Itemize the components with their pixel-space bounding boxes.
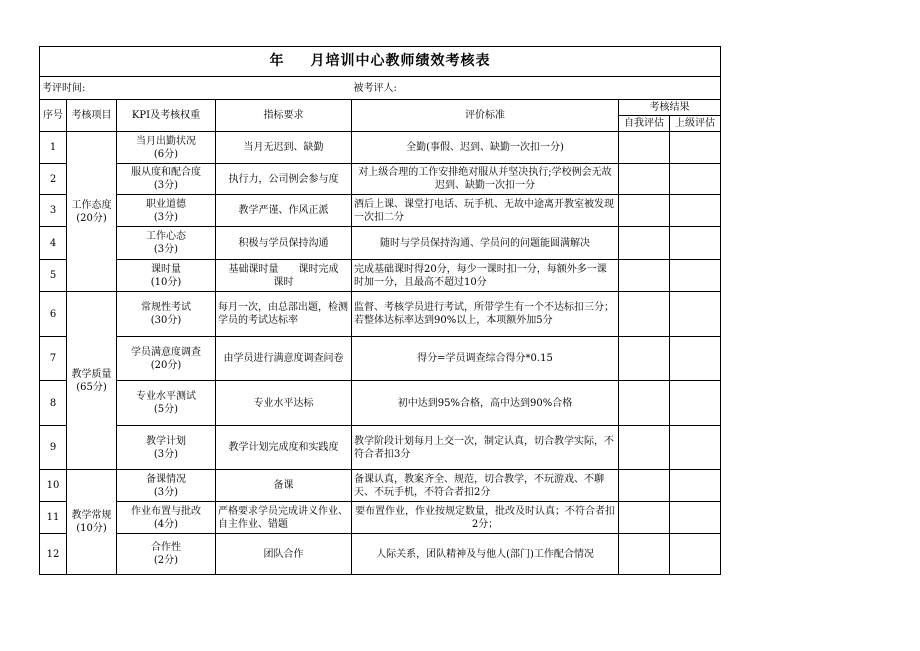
kpi-weight: (3分) (153, 486, 179, 498)
req-cell: 团队合作 (216, 534, 352, 575)
group-name: 工作态度 (71, 199, 112, 211)
kpi-cell (117, 260, 216, 292)
kpi-name: 课时量 (151, 263, 181, 275)
table-row (40, 227, 721, 260)
req-cell: 专业水平达标 (216, 381, 352, 426)
criteria-cell: 备课认真，教案齐全、规范，切合教学，不玩游戏、不聊天、不玩手机，不符合者扣2分 (352, 470, 619, 502)
superior-score-cell[interactable] (670, 195, 721, 227)
table-row (40, 195, 721, 227)
criteria-cell: 得分=学员调查综合得分*0.15 (352, 337, 619, 381)
kpi-name: 作业布置与批改 (131, 505, 201, 517)
row-no: 9 (40, 426, 67, 470)
table-row (40, 132, 721, 164)
kpi-name: 合作性 (151, 542, 181, 553)
kpi-cell (117, 195, 216, 227)
kpi-cell (117, 426, 216, 470)
superior-score-cell[interactable] (670, 470, 721, 502)
title-year: 年 (269, 53, 285, 69)
header-item: 考核项目 (67, 100, 117, 132)
group-weight: (65分) (76, 381, 107, 393)
kpi-weight: (5分) (153, 404, 179, 415)
kpi-weight: (4分) (153, 518, 179, 530)
row-no: 11 (40, 502, 67, 534)
header-criteria: 评价标准 (352, 100, 619, 132)
req-cell: 积极与学员保持沟通 (216, 227, 352, 260)
table-row (40, 292, 721, 337)
self-score-cell[interactable] (619, 534, 670, 575)
title-text: 月培训中心教师绩效考核表 (310, 53, 491, 69)
kpi-name: 职业道德 (146, 198, 186, 210)
row-no: 12 (40, 534, 67, 575)
group-weight: (20分) (76, 212, 107, 224)
kpi-cell (117, 470, 216, 502)
kpi-name: 服从度和配合度 (131, 167, 201, 178)
kpi-cell (117, 227, 216, 260)
row-no: 6 (40, 292, 67, 337)
kpi-cell (117, 292, 216, 337)
superior-score-cell[interactable] (670, 502, 721, 534)
self-score-cell[interactable] (619, 227, 670, 260)
row-no: 7 (40, 337, 67, 381)
self-score-cell[interactable] (619, 132, 670, 164)
superior-score-cell[interactable] (670, 292, 721, 337)
row-no: 10 (40, 470, 67, 502)
header-self: 自我评估 (619, 116, 670, 132)
req-cell: 由学员进行满意度调查问卷 (216, 337, 352, 381)
header-superior: 上级评估 (670, 116, 721, 132)
self-score-cell[interactable] (619, 260, 670, 292)
kpi-weight: (2分) (153, 555, 179, 566)
criteria-cell: 初中达到95%合格，高中达到90%合格 (352, 381, 619, 426)
criteria-cell: 监督、考核学员进行考试，所带学生有一个不达标扣三分；若整体达标率达到90%以上，本项额外加5分 (352, 292, 619, 337)
page-title (40, 47, 721, 77)
kpi-cell (117, 337, 216, 381)
self-score-cell[interactable] (619, 195, 670, 227)
kpi-cell (117, 381, 216, 426)
superior-score-cell[interactable] (670, 260, 721, 292)
kpi-name: 当月出勤状况 (136, 135, 196, 147)
criteria-cell: 酒后上课、课堂打电话、玩手机、无故中途离开教室被发现一次扣二分 (352, 195, 619, 227)
self-score-cell[interactable] (619, 470, 670, 502)
criteria-cell: 对上级合理的工作安排绝对服从并坚决执行;学校例会无故迟到、缺勤一次扣一分 (352, 164, 619, 195)
req-cell: 备课 (216, 470, 352, 502)
superior-score-cell[interactable] (670, 227, 721, 260)
req-cell: 每月一次，由总部出题，检测学员的考试达标率 (216, 292, 352, 337)
kpi-weight: (3分) (153, 180, 179, 191)
superior-score-cell[interactable] (670, 534, 721, 575)
criteria-cell: 教学阶段计划每月上交一次，制定认真，切合教学实际，不符合者扣3分 (352, 426, 619, 470)
group-name: 教学常规 (71, 510, 112, 521)
req-cell: 执行力，公司例会参与度 (216, 164, 352, 195)
kpi-weight: (10分) (150, 276, 182, 288)
row-no: 3 (40, 195, 67, 227)
kpi-sheet (39, 46, 720, 575)
assessment-table (39, 46, 721, 575)
evaluatee-label: 被考评人: (352, 77, 721, 100)
kpi-cell (117, 132, 216, 164)
header-result: 考核结果 (619, 100, 721, 116)
kpi-weight: (3分) (153, 211, 179, 223)
row-no: 4 (40, 227, 67, 260)
superior-score-cell[interactable] (670, 426, 721, 470)
criteria-cell: 人际关系，团队精神及与他人(部门)工作配合情况 (352, 534, 619, 575)
criteria-cell: 要布置作业，作业按规定数量，批改及时认真；不符合者扣2分； (352, 502, 619, 534)
criteria-cell: 全勤(事假、迟到、缺勤一次扣一分) (352, 132, 619, 164)
self-score-cell[interactable] (619, 381, 670, 426)
req-cell: 严格要求学员完成讲义作业、自主作业、错题 (216, 502, 352, 534)
superior-score-cell[interactable] (670, 164, 721, 195)
kpi-name: 备课情况 (146, 473, 186, 485)
kpi-cell (117, 502, 216, 534)
kpi-weight: (3分) (153, 244, 179, 255)
group-attitude (67, 132, 117, 292)
self-score-cell[interactable] (619, 337, 670, 381)
eval-time-label: 考评时间: (40, 77, 352, 100)
criteria-cell: 随时与学员保持沟通、学员问的问题能圆满解决 (352, 227, 619, 260)
header-seq: 序号 (40, 100, 67, 132)
kpi-weight: (30分) (150, 315, 182, 326)
table-row (40, 164, 721, 195)
self-score-cell[interactable] (619, 426, 670, 470)
kpi-cell (117, 534, 216, 575)
req-cell: 基础课时量 课时完成 课时 (216, 260, 352, 292)
table-row (40, 337, 721, 381)
row-no: 5 (40, 260, 67, 292)
table-row (40, 534, 721, 575)
header-kpi: KPI及考核权重 (117, 100, 216, 132)
group-routine (67, 470, 117, 575)
table-row (40, 470, 721, 502)
kpi-weight: (3分) (153, 448, 179, 460)
table-row (40, 381, 721, 426)
req-cell: 当月无迟到、缺勤 (216, 132, 352, 164)
group-name: 教学质量 (71, 368, 112, 380)
kpi-name: 学员满意度调查 (131, 346, 201, 358)
self-score-cell[interactable] (619, 502, 670, 534)
superior-score-cell[interactable] (670, 381, 721, 426)
criteria-cell: 完成基础课时得20分，每少一课时扣一分，每额外多一课时加一分，且最高不超过10分 (352, 260, 619, 292)
superior-score-cell[interactable] (670, 132, 721, 164)
superior-score-cell[interactable] (670, 337, 721, 381)
table-row (40, 260, 721, 292)
row-no: 8 (40, 381, 67, 426)
kpi-name: 常规性考试 (141, 302, 191, 313)
req-cell: 教学计划完成度和实践度 (216, 426, 352, 470)
row-no: 2 (40, 164, 67, 195)
kpi-name: 工作心态 (146, 231, 186, 242)
group-quality (67, 292, 117, 470)
table-row (40, 426, 721, 470)
self-score-cell[interactable] (619, 292, 670, 337)
self-score-cell[interactable] (619, 164, 670, 195)
group-weight: (10分) (76, 523, 107, 534)
kpi-cell (117, 164, 216, 195)
table-row (40, 502, 721, 534)
kpi-name: 教学计划 (146, 435, 186, 447)
row-no: 1 (40, 132, 67, 164)
kpi-name: 专业水平测试 (136, 391, 196, 402)
req-cell: 教学严谨、作风正派 (216, 195, 352, 227)
kpi-weight: (6分) (153, 148, 179, 160)
header-req: 指标要求 (216, 100, 352, 132)
kpi-weight: (20分) (150, 359, 182, 371)
